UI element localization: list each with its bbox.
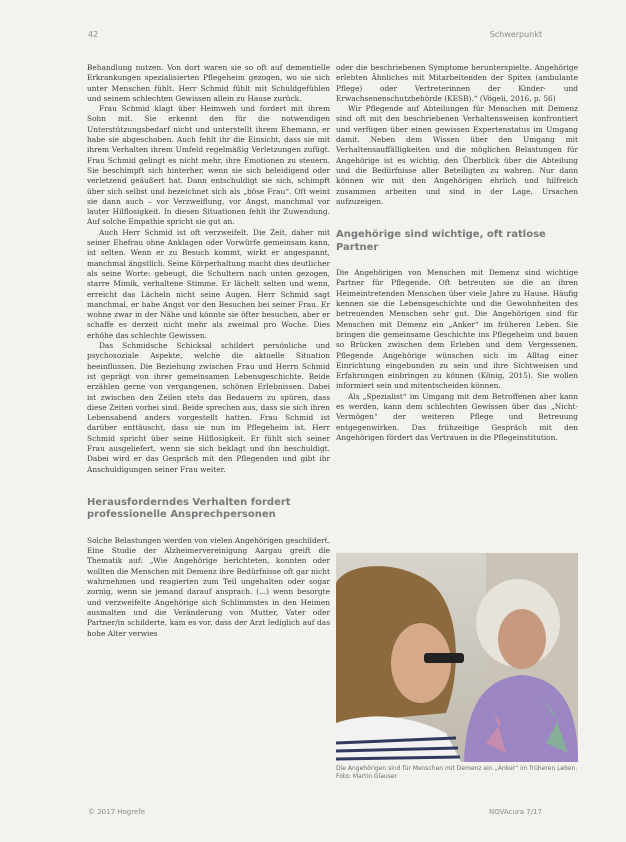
left-paragraph-5: Solche Belastungen werden von vielen Angehörigen geschildert. Eine Studie der Alzheimervereinigung Aargau greift die Thematik auf: „Wie Angehörige berichteten, konnten oder wollten die Menschen mit Demenz ihre Bedürfnisse oft gar nicht wahrnehmen und reagierten zum Teil ungehalten oder sogar zornig, wenn sie jemand darauf ansprach. (...) wenn besorgte und verzweifelte Angehörige sich Schlimmstes in den Heimen ausmalten und die Veränderung von Mutter, Vater oder Partner/in schilderte, kam es vor, dass der Arzt lediglich auf das hohe Alter verwies <box>87 535 330 638</box>
right-paragraph-2: Wir Pflegende auf Abteilungen für Menschen mit Demenz sind oft mit den beschriebenen Verhaltensweisen konfrontiert und verfügen über einen gewissen Expertenstatus im Umgang damit. Neben dem Wissen über den Umgang mit Verhaltensauffälligkeiten und die möglichen Belastungen für Angehörige ist es wichtig, den Überblick über die Abteilung und die Bedürfnisse aller Beteiligten zu wahren. Nur dann können wir mit den Angehörigen ehrlich und hilfreich zusammen arbeiten und sind in der Lage, Ursachen aufzuzeigen. <box>336 104 578 206</box>
right-paragraph-1: oder die beschriebenen Symptome herunterspielte. Angehörige erlebten Ähnliches mit Mitarbeitenden der Spitex (ambulante Pflege) oder Vertreterinnen der Kinder- und Erwachsenenschutzbehörde (KESB).“ (Vögeli, 2016, p. 56) <box>336 63 578 103</box>
section-heading-relatives: Angehörige sind wichtige, oft ratlose Partner <box>336 229 546 253</box>
page-number: 42 <box>88 30 99 39</box>
right-paragraph-3: Die Angehörigen von Menschen mit Demenz sind wichtige Partner für Pflegende. Oft betreuten sie die an ihren Heimeintretenden Menschen über viele Jahre zu Hause. Häufig kennen sie die Lebensgeschichte und die Gewohnheiten des betreuenden Menschen sehr gut. Die Angehörigen sind für Menschen mit Demenz ein „Anker“ im früheren Leben. Sie bringen die gemeinsame Geschichte ins Pflegeheim und bauen so Brücken zwischen dem Erleben und dem Vergessenen. Pflegende Angehörige wünschen sich im Alltag einer Einrichtung eingebunden zu sein und ihre Sichtweisen und Erfahrungen einbringen zu können (König, 2015). Sie wollen informiert sein und mitentscheiden können. <box>336 268 578 391</box>
section-name: Schwerpunkt <box>489 30 542 39</box>
left-paragraph-1: Behandlung nutzen. Von dort waren sie so oft auf dementielle Erkrankungen spezialisierten Pflegeheim gezogen, wo sie sich unter Menschen fühlt. Herr Schmid fühlt mit Schuldgefühlen und seinem schlechten Gewissen allein zu Hause zurück. <box>87 63 330 103</box>
article-photo <box>336 553 578 762</box>
left-paragraph-3: Auch Herr Schmid ist oft verzweifelt. Die Zeit, daher mit seiner Ehefrau ohne Anklagen oder Vorwürfe gemeinsam kann, ist selten. Wenn er zu Besuch kommt, wirkt er angespannt, manchmal ängstlich. Seine Körperhaltung macht dies deutlicher als seine Worte: gebeugt, die Schultern nach unten gezogen, starre Mimik, verhaltene Stimme. Er lächelt selten und wenn, erreicht das Lächeln nicht seine Augen. Herr Schmid sagt manchmal, er habe Angst vor den Besuchen bei seiner Frau. Er wohne zwar in der Nähe und könnte sie öfter besuchen, aber er schaffe es derzeit nicht mehr als zweimal pro Woche. Dies erhöhe das schlechte Gewissen. <box>87 227 330 340</box>
footer-copyright: © 2017 Hogrefe <box>88 808 146 816</box>
right-column <box>336 63 578 443</box>
left-paragraph-4: Das Schmidsche Schicksal schildert persönliche und psychosoziale Aspekte, welche die aktuelle Situation beeinflussen. Die Beziehung zwischen Frau und Herrn Schmid ist geprägt von ihrer gemeinsamen Lebensgeschichte. Beide erzählen gerne von vergangenen, schönen Erlebnissen. Dabei ist zwischen den Zeilen stets das Bedauern zu spüren, dass diese Zeiten vorbei sind. Beide sprechen aus, dass sie sich ihren Lebensabend anders vorgestellt hatten. Frau Schmid ist darüber enttäuscht, dass sie nun im Pflegeheim ist. Herr Schmid spricht über seine Hilflosigkeit. Er fühlt sich seiner Frau ausgeliefert, wenn sie sich beklagt und ihn beschuldigt. Dabei wird er das Gespräch mit den Pflegenden und gibt ihr Anschuldigungen seiner Frau weiter. <box>87 341 330 474</box>
right-paragraph-4: Als „Spezialist“ im Umgang mit dem Betroffenen aber kann es werden, kann dem schlechten Gewissen über das „Nicht-Vermögen“ der weiteren Pflege und Betreuung entgegenwirken. Das frühzeitige Gespräch mit den Angehörigen fördert das Vertrauen in die Pflegeinstitution. <box>336 391 578 442</box>
section-heading-challenging-behaviour: Herausforderndes Verhalten fordert professionelle Ansprechpersonen <box>87 496 291 521</box>
left-paragraph-2: Frau Schmid klagt über Heimweh und fordert mit ihrem Sohn mit. Sie erkennt den für die notwendigen Unterstützungsbedarf nicht und unterstellt ihrem Ehemann, er habe sie abgeschoben. Auch fehlt ihr die Einsicht, dass sie mit ihrem Verhalten ihrem Umfeld regelmäßig Verletzungen zufügt. Frau Schmid gelingt es nicht mehr, ihre Emotionen zu steuern. Sie beschimpft sich hinterher, wenn sie sich beleidigend oder verletzend geäußert hat. Dann entschuldigt sie sich, schimpft über sich selbst und bezeichnet sich als „böse Frau“. Oft weint sie dann auch – vor Verzweiflung, vor Angst, manchmal vor lauter Hilflosigkeit. In diesen Situationen fehlt ihr Zuwendung. Auf solche Empathie spricht sie gut an. <box>87 104 330 227</box>
photo-caption: Die Angehörigen sind für Menschen mit Demenz ein „Anker“ im früheren Leben. Foto: Martin Glauser <box>336 765 578 780</box>
footer-issue: NOVAcura 7/17 <box>488 808 542 816</box>
photo-illustration <box>336 553 578 762</box>
left-column <box>87 63 330 639</box>
